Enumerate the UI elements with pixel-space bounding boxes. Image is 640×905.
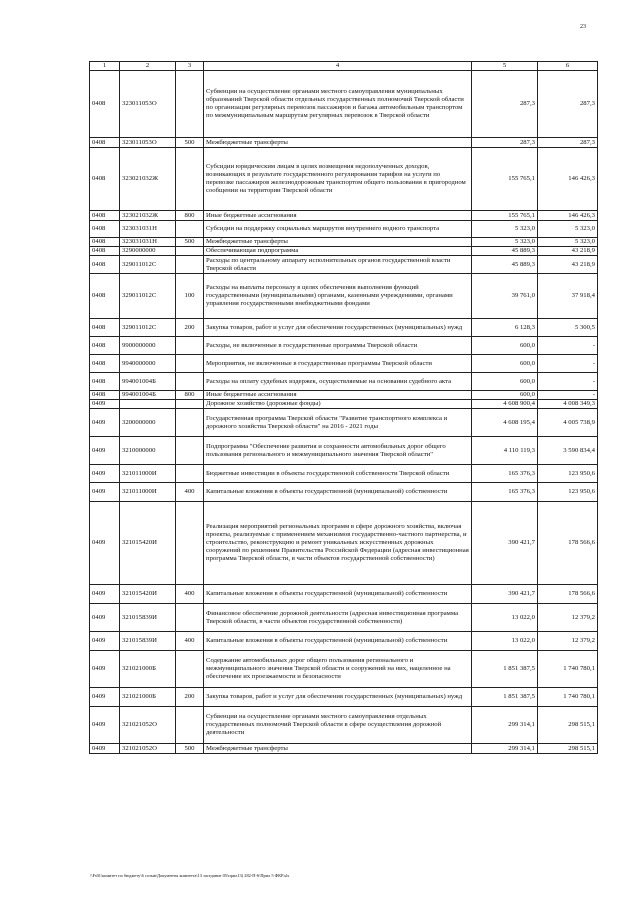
expense-type-cell <box>176 707 204 744</box>
expense-type-cell <box>176 400 204 409</box>
expense-name-cell: Содержание автомобильных дорог общего пользования регионального и межмуниципального значения Тверской области и сооружений на них, нацеленное на обеспечение их проезжаемости и безопасности <box>204 651 472 688</box>
header-cell: 1 <box>90 62 120 71</box>
section-code-cell: 0409 <box>90 409 120 437</box>
amount-executed-cell: - <box>538 391 598 400</box>
amount-executed-cell: - <box>538 337 598 355</box>
amount-planned-cell: 390 421,7 <box>472 585 538 604</box>
expense-type-cell <box>176 355 204 373</box>
target-article-cell: 994001004Б <box>120 373 176 391</box>
expense-name-cell: Субсидии на поддержку социальных маршрутов внутреннего водного транспорта <box>204 221 472 238</box>
header-cell: 2 <box>120 62 176 71</box>
expense-name-cell: Государственная программа Тверской области "Развитие транспортного комплекса и дорожного хозяйства Тверской области" на 2016 - 2021 годы <box>204 409 472 437</box>
section-code-cell: 0408 <box>90 148 120 211</box>
amount-executed-cell: 5 323,0 <box>538 221 598 238</box>
amount-planned-cell: 5 323,0 <box>472 238 538 247</box>
amount-executed-cell: 43 218,9 <box>538 256 598 274</box>
section-code-cell: 0408 <box>90 71 120 138</box>
expense-type-cell: 500 <box>176 744 204 754</box>
section-code-cell: 0408 <box>90 211 120 221</box>
amount-planned-cell: 299 314,1 <box>472 707 538 744</box>
section-code-cell: 0408 <box>90 221 120 238</box>
header-cell: 5 <box>472 62 538 71</box>
target-article-cell: 9940000000 <box>120 355 176 373</box>
amount-planned-cell: 287,3 <box>472 71 538 138</box>
table-row <box>90 337 598 355</box>
target-article-cell: 323031031Н <box>120 221 176 238</box>
table-row <box>90 585 598 604</box>
amount-executed-cell: 5 323,0 <box>538 238 598 247</box>
amount-planned-cell: 165 376,3 <box>472 465 538 483</box>
amount-executed-cell: 3 590 834,4 <box>538 437 598 465</box>
amount-executed-cell: 178 566,6 <box>538 502 598 585</box>
expense-type-cell <box>176 651 204 688</box>
expense-name-cell: Расходы по центральному аппарату исполнительных органов государственной власти Тверской области <box>204 256 472 274</box>
section-code-cell: 0408 <box>90 256 120 274</box>
expense-type-cell <box>176 465 204 483</box>
amount-planned-cell: 45 889,3 <box>472 256 538 274</box>
section-code-cell: 0409 <box>90 502 120 585</box>
table-row <box>90 238 598 247</box>
target-article-cell: 321015839И <box>120 604 176 632</box>
expense-name-cell: Расходы на выплаты персоналу в целях обеспечения выполнения функций государственными (муниципальными) органами, казенными учреждениями, органами управления государственными внебюджетными фондами <box>204 274 472 319</box>
table-row <box>90 707 598 744</box>
amount-executed-cell: 287,3 <box>538 138 598 148</box>
header-cell: 6 <box>538 62 598 71</box>
amount-planned-cell: 13 022,0 <box>472 632 538 651</box>
amount-planned-cell: 1 851 387,5 <box>472 651 538 688</box>
target-article-cell: 3290000000 <box>120 247 176 256</box>
table-row <box>90 688 598 707</box>
target-article-cell: 3210000000 <box>120 437 176 465</box>
expense-name-cell: Финансовое обеспечение дорожной деятельности (адресная инвестиционная программа Тверской области, в части объектов государственной собственности) <box>204 604 472 632</box>
amount-executed-cell: 4 008 349,3 <box>538 400 598 409</box>
expense-name-cell: Дорожное хозяйство (дорожные фонды) <box>204 400 472 409</box>
target-article-cell: 321011000И <box>120 465 176 483</box>
table-row <box>90 373 598 391</box>
amount-planned-cell: 287,3 <box>472 138 538 148</box>
expense-type-cell <box>176 409 204 437</box>
expense-name-cell: Реализация мероприятий региональных программ в сфере дорожного хозяйства, включая проекты, реализуемые с применением механизмов государственно-частного партнерства, и строительство, реконструкцию и ремонт уникальных искусственных дорожных сооружений по решениям Правительства Российской Федерации (адресная инвестиционная программа Тверской области, в части объектов государственной собственности) <box>204 502 472 585</box>
table-row <box>90 744 598 754</box>
page-number: 23 <box>580 24 586 30</box>
budget-table <box>89 61 598 754</box>
target-article-cell: 3200000000 <box>120 409 176 437</box>
table-header-row <box>90 62 598 71</box>
table-row <box>90 400 598 409</box>
expense-name-cell: Субвенции на осуществление органами местного самоуправления муниципальных образований Тверской области отдельных государственных полномочий Тверской области по организации регулярных перевозок пассажиров и багажа автомобильным транспортом по межмуниципальным маршрутам регулярных перевозок в Тверской области <box>204 71 472 138</box>
expense-name-cell: Межбюджетные трансферты <box>204 744 472 754</box>
expense-type-cell: 800 <box>176 211 204 221</box>
expense-type-cell <box>176 373 204 391</box>
expense-type-cell: 400 <box>176 585 204 604</box>
amount-executed-cell: 287,3 <box>538 71 598 138</box>
section-code-cell: 0409 <box>90 604 120 632</box>
amount-executed-cell: 178 566,6 <box>538 585 598 604</box>
section-code-cell: 0408 <box>90 319 120 337</box>
expense-name-cell: Расходы на оплату судебных издержек, осуществляемые на основании судебного акта <box>204 373 472 391</box>
section-code-cell: 0409 <box>90 400 120 409</box>
section-code-cell: 0409 <box>90 437 120 465</box>
amount-planned-cell: 4 608 900,4 <box>472 400 538 409</box>
expense-type-cell: 800 <box>176 391 204 400</box>
amount-planned-cell: 6 128,3 <box>472 319 538 337</box>
expense-type-cell <box>176 502 204 585</box>
section-code-cell: 0408 <box>90 274 120 319</box>
table-row <box>90 274 598 319</box>
target-article-cell: 321015420И <box>120 502 176 585</box>
target-article-cell: 321021052О <box>120 744 176 754</box>
amount-planned-cell: 390 421,7 <box>472 502 538 585</box>
expense-type-cell: 400 <box>176 632 204 651</box>
target-article-cell: 321021000Б <box>120 651 176 688</box>
table-row <box>90 465 598 483</box>
amount-executed-cell: 12 379,2 <box>538 604 598 632</box>
target-article-cell: 321021000Б <box>120 688 176 707</box>
table-row <box>90 256 598 274</box>
target-article-cell: 321015420И <box>120 585 176 604</box>
section-code-cell: 0409 <box>90 483 120 502</box>
table-row <box>90 71 598 138</box>
expense-type-cell <box>176 604 204 632</box>
section-code-cell: 0409 <box>90 688 120 707</box>
expense-type-cell: 500 <box>176 138 204 148</box>
expense-name-cell: Закупка товаров, работ и услуг для обеспечения государственных (муниципальных) нужд <box>204 688 472 707</box>
target-article-cell: 321011000И <box>120 483 176 502</box>
expense-name-cell: Закупка товаров, работ и услуг для обеспечения государственных (муниципальных) нужд <box>204 319 472 337</box>
table-row <box>90 651 598 688</box>
target-article-cell: 323011053О <box>120 138 176 148</box>
expense-name-cell: Расходы, не включенные в государственные программы Тверской области <box>204 337 472 355</box>
expense-type-cell <box>176 148 204 211</box>
expense-name-cell: Межбюджетные трансферты <box>204 238 472 247</box>
target-article-cell: 321021052О <box>120 707 176 744</box>
table-row <box>90 138 598 148</box>
expense-name-cell: Подпрограмма "Обеспечение развития и сохранности автомобильных дорог общего пользования регионального и межмуниципального значения Тверской области" <box>204 437 472 465</box>
section-code-cell: 0409 <box>90 651 120 688</box>
amount-planned-cell: 155 765,1 <box>472 148 538 211</box>
expense-name-cell: Мероприятия, не включенные в государственные программы Тверской области <box>204 355 472 373</box>
target-article-cell <box>120 400 176 409</box>
expense-name-cell: Капитальные вложения в объекты государственной (муниципальной) собственности <box>204 585 472 604</box>
section-code-cell: 0408 <box>90 355 120 373</box>
amount-planned-cell: 299 314,1 <box>472 744 538 754</box>
expense-name-cell: Иные бюджетные ассигнования <box>204 211 472 221</box>
expense-name-cell: Капитальные вложения в объекты государственной (муниципальной) собственности <box>204 483 472 502</box>
amount-executed-cell: 298 515,1 <box>538 744 598 754</box>
expense-type-cell <box>176 221 204 238</box>
expense-type-cell: 100 <box>176 274 204 319</box>
section-code-cell: 0409 <box>90 465 120 483</box>
target-article-cell: 994001004Б <box>120 391 176 400</box>
table-row <box>90 247 598 256</box>
amount-planned-cell: 165 376,3 <box>472 483 538 502</box>
table-row <box>90 437 598 465</box>
expense-type-cell: 400 <box>176 483 204 502</box>
amount-planned-cell: 39 761,0 <box>472 274 538 319</box>
section-code-cell: 0408 <box>90 247 120 256</box>
section-code-cell: 0408 <box>90 337 120 355</box>
amount-planned-cell: 600,0 <box>472 391 538 400</box>
target-article-cell: 323021032Ж <box>120 211 176 221</box>
table-row <box>90 355 598 373</box>
target-article-cell: 9900000000 <box>120 337 176 355</box>
amount-planned-cell: 600,0 <box>472 337 538 355</box>
table-row <box>90 148 598 211</box>
table-row <box>90 632 598 651</box>
section-code-cell: 0408 <box>90 138 120 148</box>
amount-executed-cell: 298 515,1 <box>538 707 598 744</box>
amount-executed-cell: 123 950,6 <box>538 465 598 483</box>
amount-executed-cell: 43 218,9 <box>538 247 598 256</box>
section-code-cell: 0409 <box>90 707 120 744</box>
expense-type-cell: 200 <box>176 688 204 707</box>
amount-planned-cell: 155 765,1 <box>472 211 538 221</box>
expense-type-cell <box>176 71 204 138</box>
table-row <box>90 221 598 238</box>
expense-type-cell: 200 <box>176 319 204 337</box>
expense-type-cell <box>176 437 204 465</box>
expense-type-cell <box>176 256 204 274</box>
section-code-cell: 0409 <box>90 632 120 651</box>
amount-planned-cell: 600,0 <box>472 373 538 391</box>
file-path-footer: \\Fs01\комитет по бюджету\6 созыв\Документы комитета\13 заседание 05\прил13) 282-П-6\Прил 5 ФКР.xls <box>90 873 290 878</box>
target-article-cell: 329011012С <box>120 274 176 319</box>
expense-name-cell: Капитальные вложения в объекты государственной (муниципальной) собственности <box>204 632 472 651</box>
table-row <box>90 319 598 337</box>
expense-type-cell <box>176 337 204 355</box>
amount-planned-cell: 600,0 <box>472 355 538 373</box>
amount-planned-cell: 45 889,3 <box>472 247 538 256</box>
table-row <box>90 391 598 400</box>
amount-planned-cell: 4 608 195,4 <box>472 409 538 437</box>
section-code-cell: 0408 <box>90 238 120 247</box>
amount-planned-cell: 5 323,0 <box>472 221 538 238</box>
amount-executed-cell: 146 426,3 <box>538 211 598 221</box>
table-row <box>90 211 598 221</box>
target-article-cell: 329011012С <box>120 256 176 274</box>
expense-name-cell: Обеспечивающая подпрограмма <box>204 247 472 256</box>
header-cell: 4 <box>204 62 472 71</box>
expense-name-cell: Субсидии юридическим лицам в целях возмещения недополученных доходов, возникающих в результате государственного регулирования тарифов на услуги по перевозке пассажиров железнодорожным транспортом общего пользования в пригородном сообщении на территории Тверской области <box>204 148 472 211</box>
amount-planned-cell: 13 022,0 <box>472 604 538 632</box>
expense-name-cell: Межбюджетные трансферты <box>204 138 472 148</box>
amount-executed-cell: 1 740 780,1 <box>538 688 598 707</box>
target-article-cell: 321015839И <box>120 632 176 651</box>
header-cell: 3 <box>176 62 204 71</box>
expense-type-cell <box>176 247 204 256</box>
expense-name-cell: Субвенции на осуществление органами местного самоуправления отдельных государственных полномочий Тверской области в сфере осуществления дорожной деятельности <box>204 707 472 744</box>
amount-executed-cell: 146 426,3 <box>538 148 598 211</box>
table-row <box>90 483 598 502</box>
amount-executed-cell: - <box>538 373 598 391</box>
section-code-cell: 0409 <box>90 585 120 604</box>
amount-planned-cell: 1 851 387,5 <box>472 688 538 707</box>
section-code-cell: 0408 <box>90 373 120 391</box>
amount-executed-cell: 37 918,4 <box>538 274 598 319</box>
amount-executed-cell: 123 950,6 <box>538 483 598 502</box>
section-code-cell: 0409 <box>90 744 120 754</box>
table-row <box>90 604 598 632</box>
expense-name-cell: Иные бюджетные ассигнования <box>204 391 472 400</box>
target-article-cell: 329011012С <box>120 319 176 337</box>
table-row <box>90 502 598 585</box>
target-article-cell: 323011053О <box>120 71 176 138</box>
amount-executed-cell: 5 300,5 <box>538 319 598 337</box>
section-code-cell: 0408 <box>90 391 120 400</box>
amount-executed-cell: - <box>538 355 598 373</box>
expense-type-cell: 500 <box>176 238 204 247</box>
expense-name-cell: Бюджетные инвестиции в объекты государственной собственности Тверской области <box>204 465 472 483</box>
amount-planned-cell: 4 110 119,3 <box>472 437 538 465</box>
target-article-cell: 323031031Н <box>120 238 176 247</box>
amount-executed-cell: 1 740 780,1 <box>538 651 598 688</box>
amount-executed-cell: 4 005 738,9 <box>538 409 598 437</box>
amount-executed-cell: 12 379,2 <box>538 632 598 651</box>
table-row <box>90 409 598 437</box>
target-article-cell: 323021032Ж <box>120 148 176 211</box>
